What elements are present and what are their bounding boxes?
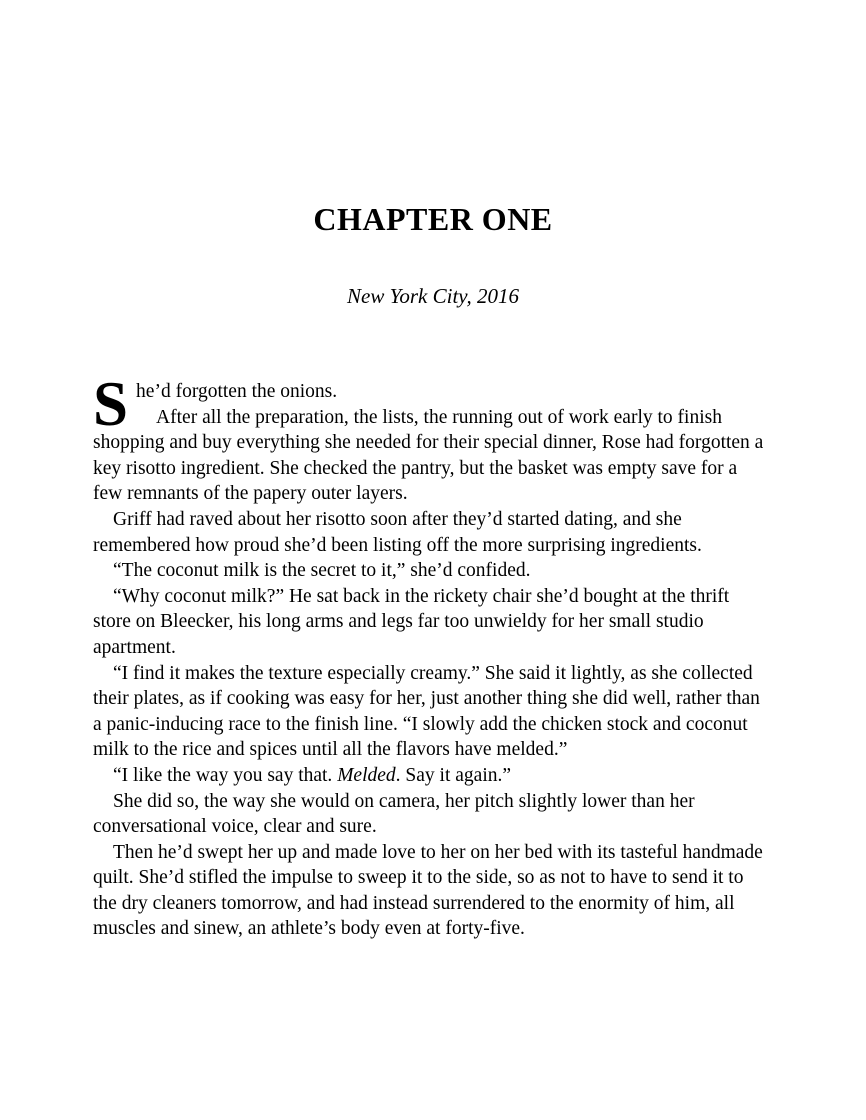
text-run: he’d forgotten the onions. (136, 381, 338, 402)
paragraph (93, 558, 768, 584)
text-run: She did so, the way she would on camera, her pitch slightly lower than her conversational voice, clear and sure. (93, 790, 695, 838)
paragraph (93, 584, 768, 661)
chapter-title: CHAPTER ONE (313, 201, 553, 237)
paragraph (93, 369, 768, 439)
text-run: Griff had raved about her risotto soon after they’d started dating, and she remembered how proud she’d been listing off the more surprising ingredients. (93, 508, 702, 556)
text-run: Then he’d swept her up and made love to her on her bed with its tasteful handmade quilt. She’d stifled the impulse to sweep it to the side, so as not to have to send it to the dry cleaners tomorrow, and had instead surrendered to the enormity of him, all muscles and sinew, an athlete’s body even at forty-five. (93, 841, 763, 940)
paragraph (93, 507, 768, 558)
dropcap-letter: S (93, 369, 129, 439)
text-run: “Why coconut milk?” He sat back in the rickety chair she’d bought at the thrift store on Bleecker, his long arms and legs far too unwieldy for her small studio apartment. (93, 585, 730, 658)
paragraph (93, 840, 768, 942)
paragraph (93, 661, 768, 763)
paragraph (93, 763, 768, 789)
text-run: . Say it again.” (395, 764, 512, 786)
body-text (93, 369, 768, 942)
text-run: “The coconut milk is the secret to it,” she’d confided. (113, 560, 531, 582)
text-run: “I like the way you say that. (113, 764, 338, 786)
text-run: “I find it makes the texture especially creamy.” She said it lightly, as she collected their plates, as if cooking was easy for her, just another thing she did well, rather than a panic-inducing race to the finish line. “I slowly add the chicken stock and coconut milk to the rice and spices until all the flavors have melded.” (93, 662, 760, 761)
paragraph (93, 789, 768, 840)
text-run: After all the preparation, the lists, the running out of work early to finish shopping and buy everything she needed for their special dinner, Rose had forgotten a key risotto ingredient. She checked the pantry, but the basket was empty save for a few remnants of the papery outer layers. (93, 406, 764, 505)
setting-line: New York City, 2016 (347, 284, 519, 308)
emphasized-text: Melded (337, 764, 396, 786)
paragraph (93, 405, 768, 507)
